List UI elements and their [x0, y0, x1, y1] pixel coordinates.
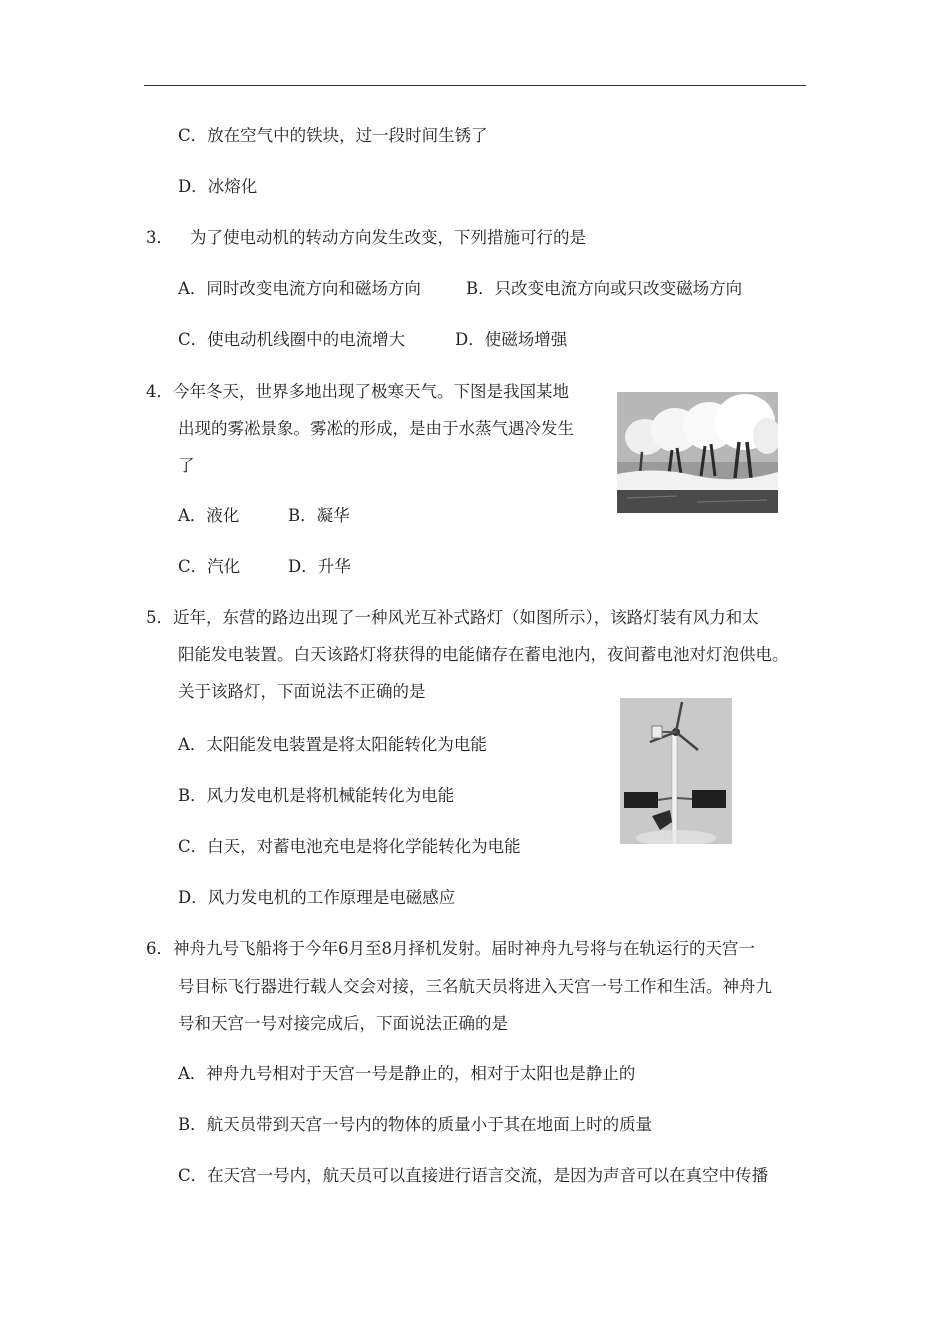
q3-option-b: B．只改变电流方向或只改变磁场方向 — [466, 279, 743, 298]
q2-option-d: D．冰熔化 — [178, 177, 258, 196]
q3-option-a: A．同时改变电流方向和磁场方向 — [178, 279, 421, 298]
q4-stem-line2: 出现的雾凇景象。雾凇的形成，是由于水蒸气遇冷发生 — [178, 419, 574, 438]
q3-stem-text: 为了使电动机的转动方向发生改变，下列措施可行的是 — [190, 228, 586, 247]
q4-option-d: D．升华 — [288, 557, 351, 576]
q5-option-c: C．白天，对蓄电池充电是将化学能转化为电能 — [178, 837, 521, 856]
q3-stem — [146, 226, 586, 250]
q5-stem-line3: 关于该路灯，下面说法不正确的是 — [178, 682, 426, 701]
q5-option-b: B．风力发电机是将机械能转化为电能 — [178, 786, 455, 805]
q3-option-d: D．使磁场增强 — [455, 330, 568, 349]
q6-stem-line3: 号和天宫一号对接完成后，下面说法正确的是 — [178, 1014, 508, 1033]
q4-option-b: B．凝华 — [288, 506, 350, 525]
q6-stem-line1: 6．神舟九号飞船将于今年6月至8月择机发射。届时神舟九号将与在轨运行的天宫一 — [146, 939, 755, 958]
q4-stem-line1: 4．今年冬天，世界多地出现了极寒天气。下图是我国某地 — [146, 382, 569, 401]
q6-stem-line2: 号目标飞行器进行载人交会对接，三名航天员将进入天宫一号工作和生活。神舟九 — [178, 977, 772, 996]
street-lamp-photo-art — [620, 698, 732, 844]
rime-photo — [617, 392, 778, 513]
q4-option-a: A．液化 — [178, 506, 240, 525]
q5-stem-line2: 阳能发电装置。白天该路灯将获得的电能储存在蓄电池内，夜间蓄电池对灯泡供电。 — [178, 645, 789, 664]
q3-number: 3． — [146, 228, 173, 247]
q5-option-a: A．太阳能发电装置是将太阳能转化为电能 — [178, 735, 487, 754]
header-rule — [144, 85, 806, 86]
q6-option-b: B．航天员带到天宫一号内的物体的质量小于其在地面上时的质量 — [178, 1115, 653, 1134]
q6-option-c: C．在天宫一号内，航天员可以直接进行语言交流，是因为声音可以在真空中传播 — [178, 1166, 769, 1185]
q4-option-c: C．汽化 — [178, 557, 241, 576]
q5-stem-line1: 5．近年，东营的路边出现了一种风光互补式路灯（如图所示），该路灯装有风力和太 — [146, 608, 759, 627]
q2-option-c: C．放在空气中的铁块，过一段时间生锈了 — [178, 126, 488, 145]
rime-photo-art — [617, 392, 778, 513]
q5-option-d: D．风力发电机的工作原理是电磁感应 — [178, 888, 456, 907]
q3-option-c: C．使电动机线圈中的电流增大 — [178, 330, 406, 349]
q4-stem-line3: 了 — [178, 456, 195, 475]
street-lamp-photo — [620, 698, 732, 844]
q6-option-a: A．神舟九号相对于天宫一号是静止的，相对于太阳也是静止的 — [178, 1064, 636, 1083]
